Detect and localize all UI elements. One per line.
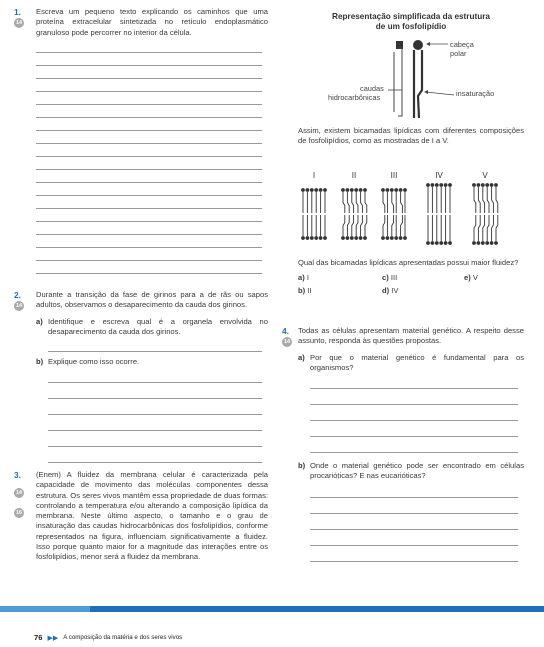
bilayer-label: III (390, 171, 398, 180)
subquestion-text: Onde o material genético pode ser encontrado em células procarióticas? E nas eucarióticas? (310, 461, 524, 481)
bilayer-label: V (482, 171, 488, 180)
question-1 (14, 7, 268, 274)
label-head: cabeça (450, 40, 474, 49)
answer-lines[interactable] (310, 373, 524, 453)
option-a[interactable]: a) I (298, 273, 310, 283)
label-hydrocarbon: hidrocarbônicas (328, 93, 381, 102)
question-text: (Enem) A fluidez da membrana celular é caracterizada pela capacidade de movimento das moléculas componentes dessa estrutura. Os seres vivos mantêm essa propriedade de duas formas: controlando a temperatura e/ou alterando a composição lipídica da membrana. Neste último aspecto, o tamanho e o grau de insaturação das caudas hidrocarbônicas dos fosfolipídios, conforme representados na figura, influenciam significativamente a fluidez. Isso porque quanto maior for a magnitude das interações entre os fosfolipídios, menor será a fluidez da membrana. (36, 470, 268, 562)
subquestion-a (298, 353, 524, 374)
bilayer-label: IV (435, 171, 443, 180)
question-number: 2. (14, 290, 21, 300)
subquestion-b (298, 461, 524, 482)
question-text: Todas as células apresentam material genético. A respeito desse assunto, responda às questões propostas. (298, 326, 524, 346)
page-footer (34, 633, 182, 642)
answer-lines[interactable] (48, 337, 268, 352)
answer-options (298, 273, 524, 299)
subquestion-text: Identifique e escreva qual é a organela envolvida no desaparecimento da cauda dos girinos. (48, 316, 268, 336)
bilayer-2 (341, 188, 367, 240)
question-number: 3. (14, 470, 21, 480)
question-4 (282, 326, 524, 562)
answer-lines[interactable] (310, 482, 524, 562)
label-unsaturation: insaturação (456, 89, 495, 98)
question-3 (14, 470, 268, 563)
bilayers-diagram (298, 170, 524, 250)
option-b[interactable]: b) II (298, 286, 312, 296)
label-tails: caudas (360, 84, 384, 93)
arrow-unsat (426, 92, 454, 95)
question-2 (14, 290, 268, 463)
answer-lines[interactable] (36, 40, 268, 274)
tails-bracket (398, 48, 402, 116)
subquestion-b (36, 357, 268, 367)
skill-badge: 16 (15, 510, 23, 516)
page-number: 76 (34, 633, 43, 642)
question-text: Escreva um pequeno texto explicando os caminhos que uma proteína extracelular sintetizada no retículo endoplasmático granuloso pode percorrer no interior da célula. (36, 7, 268, 37)
bilayer-4 (426, 183, 452, 245)
option-d[interactable]: d) IV (382, 286, 399, 296)
triangle-icon: ▶▶ (47, 634, 59, 642)
kinked-tail (418, 50, 422, 118)
answer-lines[interactable] (48, 367, 268, 463)
question-text: Durante a transição da fase de girinos para a de rãs ou sapos adultos, observamos o desaparecimento da cauda dos girinos. (36, 290, 268, 310)
question-number: 1. (14, 7, 21, 17)
subquestion-letter: a) (36, 316, 43, 326)
option-c[interactable]: c) III (382, 273, 398, 283)
subquestion-letter: b) (298, 461, 306, 471)
phospholipid-diagram (298, 34, 524, 120)
bilayer-label: I (312, 171, 316, 180)
footer-band (0, 604, 544, 614)
subquestion-text: Por que o material genético é fundamental para os organismos? (310, 352, 524, 372)
subquestion-letter: b) (36, 357, 44, 367)
skill-badge: 14 (15, 20, 23, 26)
polar-head (413, 40, 423, 50)
figure-title: Representação simplificada da estrutura de um fosfolipídio (332, 12, 490, 31)
skill-badge: 14 (15, 303, 23, 309)
subquestion-a (36, 317, 268, 338)
option-e[interactable]: e) V (464, 273, 478, 283)
question-text: Qual das bicamadas lipídicas apresentadas possui maior fluidez? (298, 258, 519, 267)
question-3-prompt (298, 258, 524, 299)
subquestion-letter: a) (298, 352, 305, 362)
bilayer-5 (472, 183, 498, 245)
bilayer-3 (381, 188, 407, 240)
bilayer-intro: Assim, existem bicamadas lipídicas com diferentes composições de fosfolipídios, como as mostradas de I a V. (298, 126, 524, 146)
chapter-title: A composição da matéria e dos seres vivos (63, 634, 183, 641)
label-polar: polar (450, 49, 467, 58)
skill-badge: 14 (283, 339, 291, 345)
question-3-continuation (298, 126, 524, 147)
skill-badge: 14 (15, 490, 23, 496)
bilayer-label: II (351, 171, 357, 180)
question-number: 4. (282, 326, 289, 336)
subquestion-text: Explique como isso ocorre. (48, 357, 140, 367)
bilayer-1 (301, 188, 327, 240)
